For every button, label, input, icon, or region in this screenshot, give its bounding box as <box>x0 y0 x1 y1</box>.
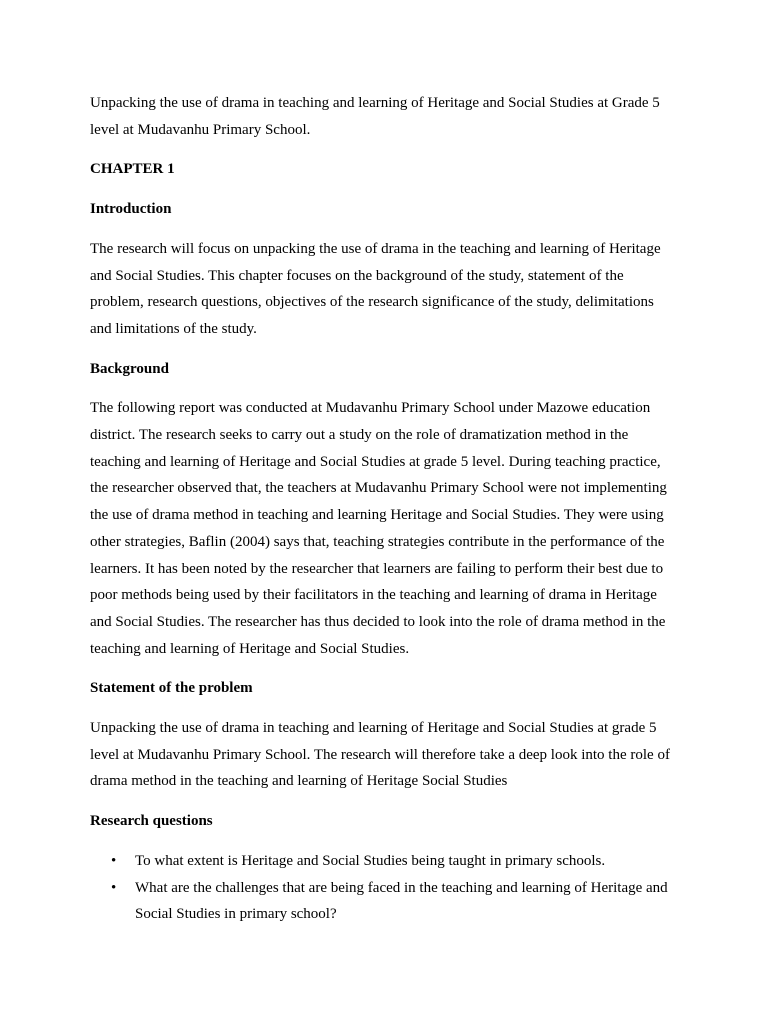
statement-heading: Statement of the problem <box>90 680 253 697</box>
introduction-heading: Introduction <box>90 201 172 218</box>
bullet-icon: • <box>111 879 117 896</box>
list-item-text: To what extent is Heritage and Social Studies being taught in primary schools. <box>135 852 606 869</box>
bullet-icon: • <box>111 852 117 869</box>
list-item-text: What are the challenges that are being faced in the teaching and learning of Heritage and Social Studies in primary school? <box>135 879 668 923</box>
list-item <box>90 875 678 928</box>
list-item <box>90 848 678 875</box>
background-heading: Background <box>90 360 169 377</box>
statement-paragraph: Unpacking the use of drama in teaching and learning of Heritage and Social Studies at grade 5 level at Mudavanhu Primary School. The research will therefore take a deep look into the role of drama method in the teaching and learning of Heritage Social Studies <box>90 720 670 790</box>
document-title: Unpacking the use of drama in teaching and learning of Heritage and Social Studies at Grade 5 level at Mudavanhu Primary School. <box>90 95 660 138</box>
document-page <box>90 90 678 928</box>
chapter-heading: CHAPTER 1 <box>90 161 175 178</box>
research-questions-heading: Research questions <box>90 813 213 830</box>
introduction-paragraph: The research will focus on unpacking the use of drama in the teaching and learning of Heritage and Social Studies. This chapter focuses on the background of the study, statement of the problem, research questions, objectives of the research significance of the study, delimitations and limitations of the study. <box>90 240 661 337</box>
research-questions-list <box>90 848 678 928</box>
background-paragraph: The following report was conducted at Mudavanhu Primary School under Mazowe education district. The research seeks to carry out a study on the role of dramatization method in the teaching and learning of Heritage and Social Studies at grade 5 level. During teaching practice, the researcher observed that, the teachers at Mudavanhu Primary School were not implementing the use of drama method in teaching and learning Heritage and Social Studies. They were using other strategies, Baflin (2004) says that, teaching strategies contribute in the performance of the learners. It has been noted by the researcher that learners are failing to perform their best due to poor methods being used by their facilitators in the teaching and learning of drama in Heritage and Social Studies. The researcher has thus decided to look into the role of drama method in the teaching and learning of Heritage and Social Studies. <box>90 400 667 657</box>
